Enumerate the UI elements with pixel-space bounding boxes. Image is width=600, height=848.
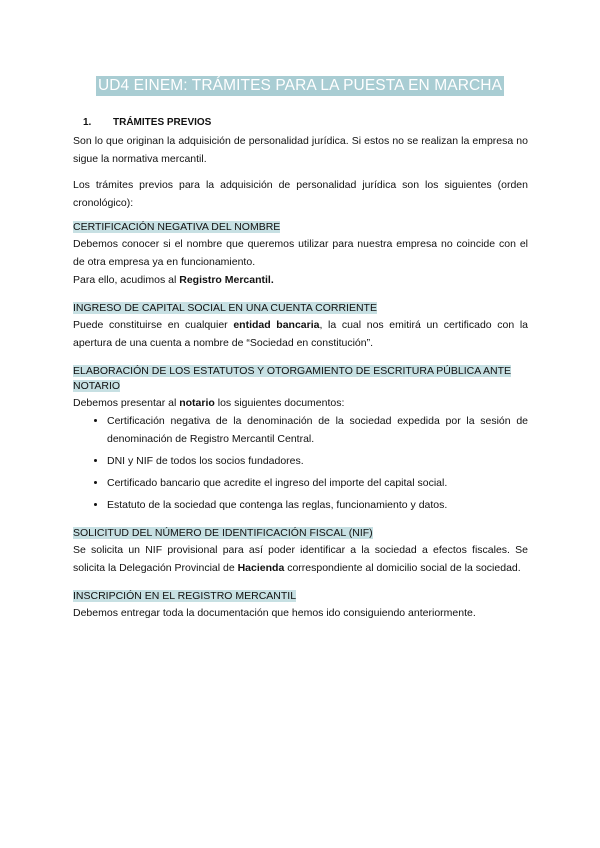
nif-bold-text: Hacienda	[237, 562, 285, 574]
heading-certificacion-text: CERTIFICACIÓN NEGATIVA DEL NOMBRE	[73, 221, 281, 233]
ingreso-pre-text: Puede constituirse en cualquier	[73, 319, 234, 331]
ingreso-post-text: , la cual nos emitirá un certificado con la apertura de una cuenta a nombre de “Sociedad en constitución”.	[73, 319, 528, 349]
heading-inscripcion	[73, 589, 528, 604]
heading-nif	[73, 526, 528, 541]
section-heading	[83, 117, 528, 128]
nif-pre-text: Se solicita un NIF provisional para así poder identificar a la sociedad a efectos fiscales. Se solicita la Delegación Provincial de	[73, 544, 528, 574]
nif-post-text: correspondiente al domicilio social de la sociedad.	[284, 562, 521, 574]
heading-ingreso-capital	[73, 301, 528, 316]
estatutos-pre-text: Debemos presentar al	[73, 397, 180, 409]
list-item: • DNI y NIF de todos los socios fundadores.	[107, 452, 528, 470]
paragraph-registro	[73, 271, 528, 289]
estatutos-post-text: los siguientes documentos:	[214, 397, 345, 409]
intro-paragraph-2: Los trámites previos para la adquisición de personalidad jurídica son los siguientes (orden cronológico):	[73, 179, 528, 209]
section-number: 1.	[83, 117, 92, 128]
ingreso-bold-text: entidad bancaria	[233, 319, 320, 331]
paragraph-nif	[73, 541, 528, 577]
heading-inscripcion-text: INSCRIPCIÓN EN EL REGISTRO MERCANTIL	[73, 590, 297, 602]
paragraph-estatutos	[73, 394, 528, 412]
paragraph-inscripcion: Debemos entregar toda la documentación que hemos ido consiguiendo anteriormente.	[73, 607, 476, 619]
heading-certificacion	[73, 220, 528, 235]
registro-pre-text: Para ello, acudimos al	[73, 274, 180, 286]
documents-list	[73, 412, 528, 514]
registro-bold-text: Registro Mercantil.	[179, 274, 274, 286]
document-body	[73, 117, 528, 630]
estatutos-bold-text: notario	[179, 397, 215, 409]
list-item: • Estatuto de la sociedad que contenga las reglas, funcionamiento y datos.	[107, 496, 528, 514]
paragraph-ingreso-capital	[73, 316, 528, 352]
list-item: • Certificación negativa de la denominación de la sociedad expedida por la sesión de denominación de Registro Mercantil Central.	[107, 412, 528, 448]
list-item: • Certificado bancario que acredite el ingreso del importe del capital social.	[107, 474, 528, 492]
section-title: TRÁMITES PREVIOS	[113, 117, 212, 128]
document-title: UD4 EINEM: TRÁMITES PARA LA PUESTA EN MARCHA	[97, 77, 503, 94]
heading-estatutos-text: ELABORACIÓN DE LOS ESTATUTOS Y OTORGAMIENTO DE ESCRITURA PÚBLICA ANTE NOTARIO	[73, 365, 511, 392]
intro-paragraph-1: Son lo que originan la adquisición de personalidad jurídica. Si estos no se realizan la empresa no sigue la normativa mercantil.	[73, 135, 528, 165]
heading-ingreso-capital-text: INGRESO DE CAPITAL SOCIAL EN UNA CUENTA CORRIENTE	[73, 302, 377, 314]
paragraph-certificacion: Debemos conocer si el nombre que queremos utilizar para nuestra empresa no coincide con el de otra empresa ya en funcionamiento.	[73, 238, 528, 268]
heading-nif-text: SOLICITUD DEL NÚMERO DE IDENTIFICACIÓN FISCAL (NIF)	[73, 527, 373, 539]
title-container	[0, 76, 600, 96]
heading-estatutos	[73, 364, 528, 394]
